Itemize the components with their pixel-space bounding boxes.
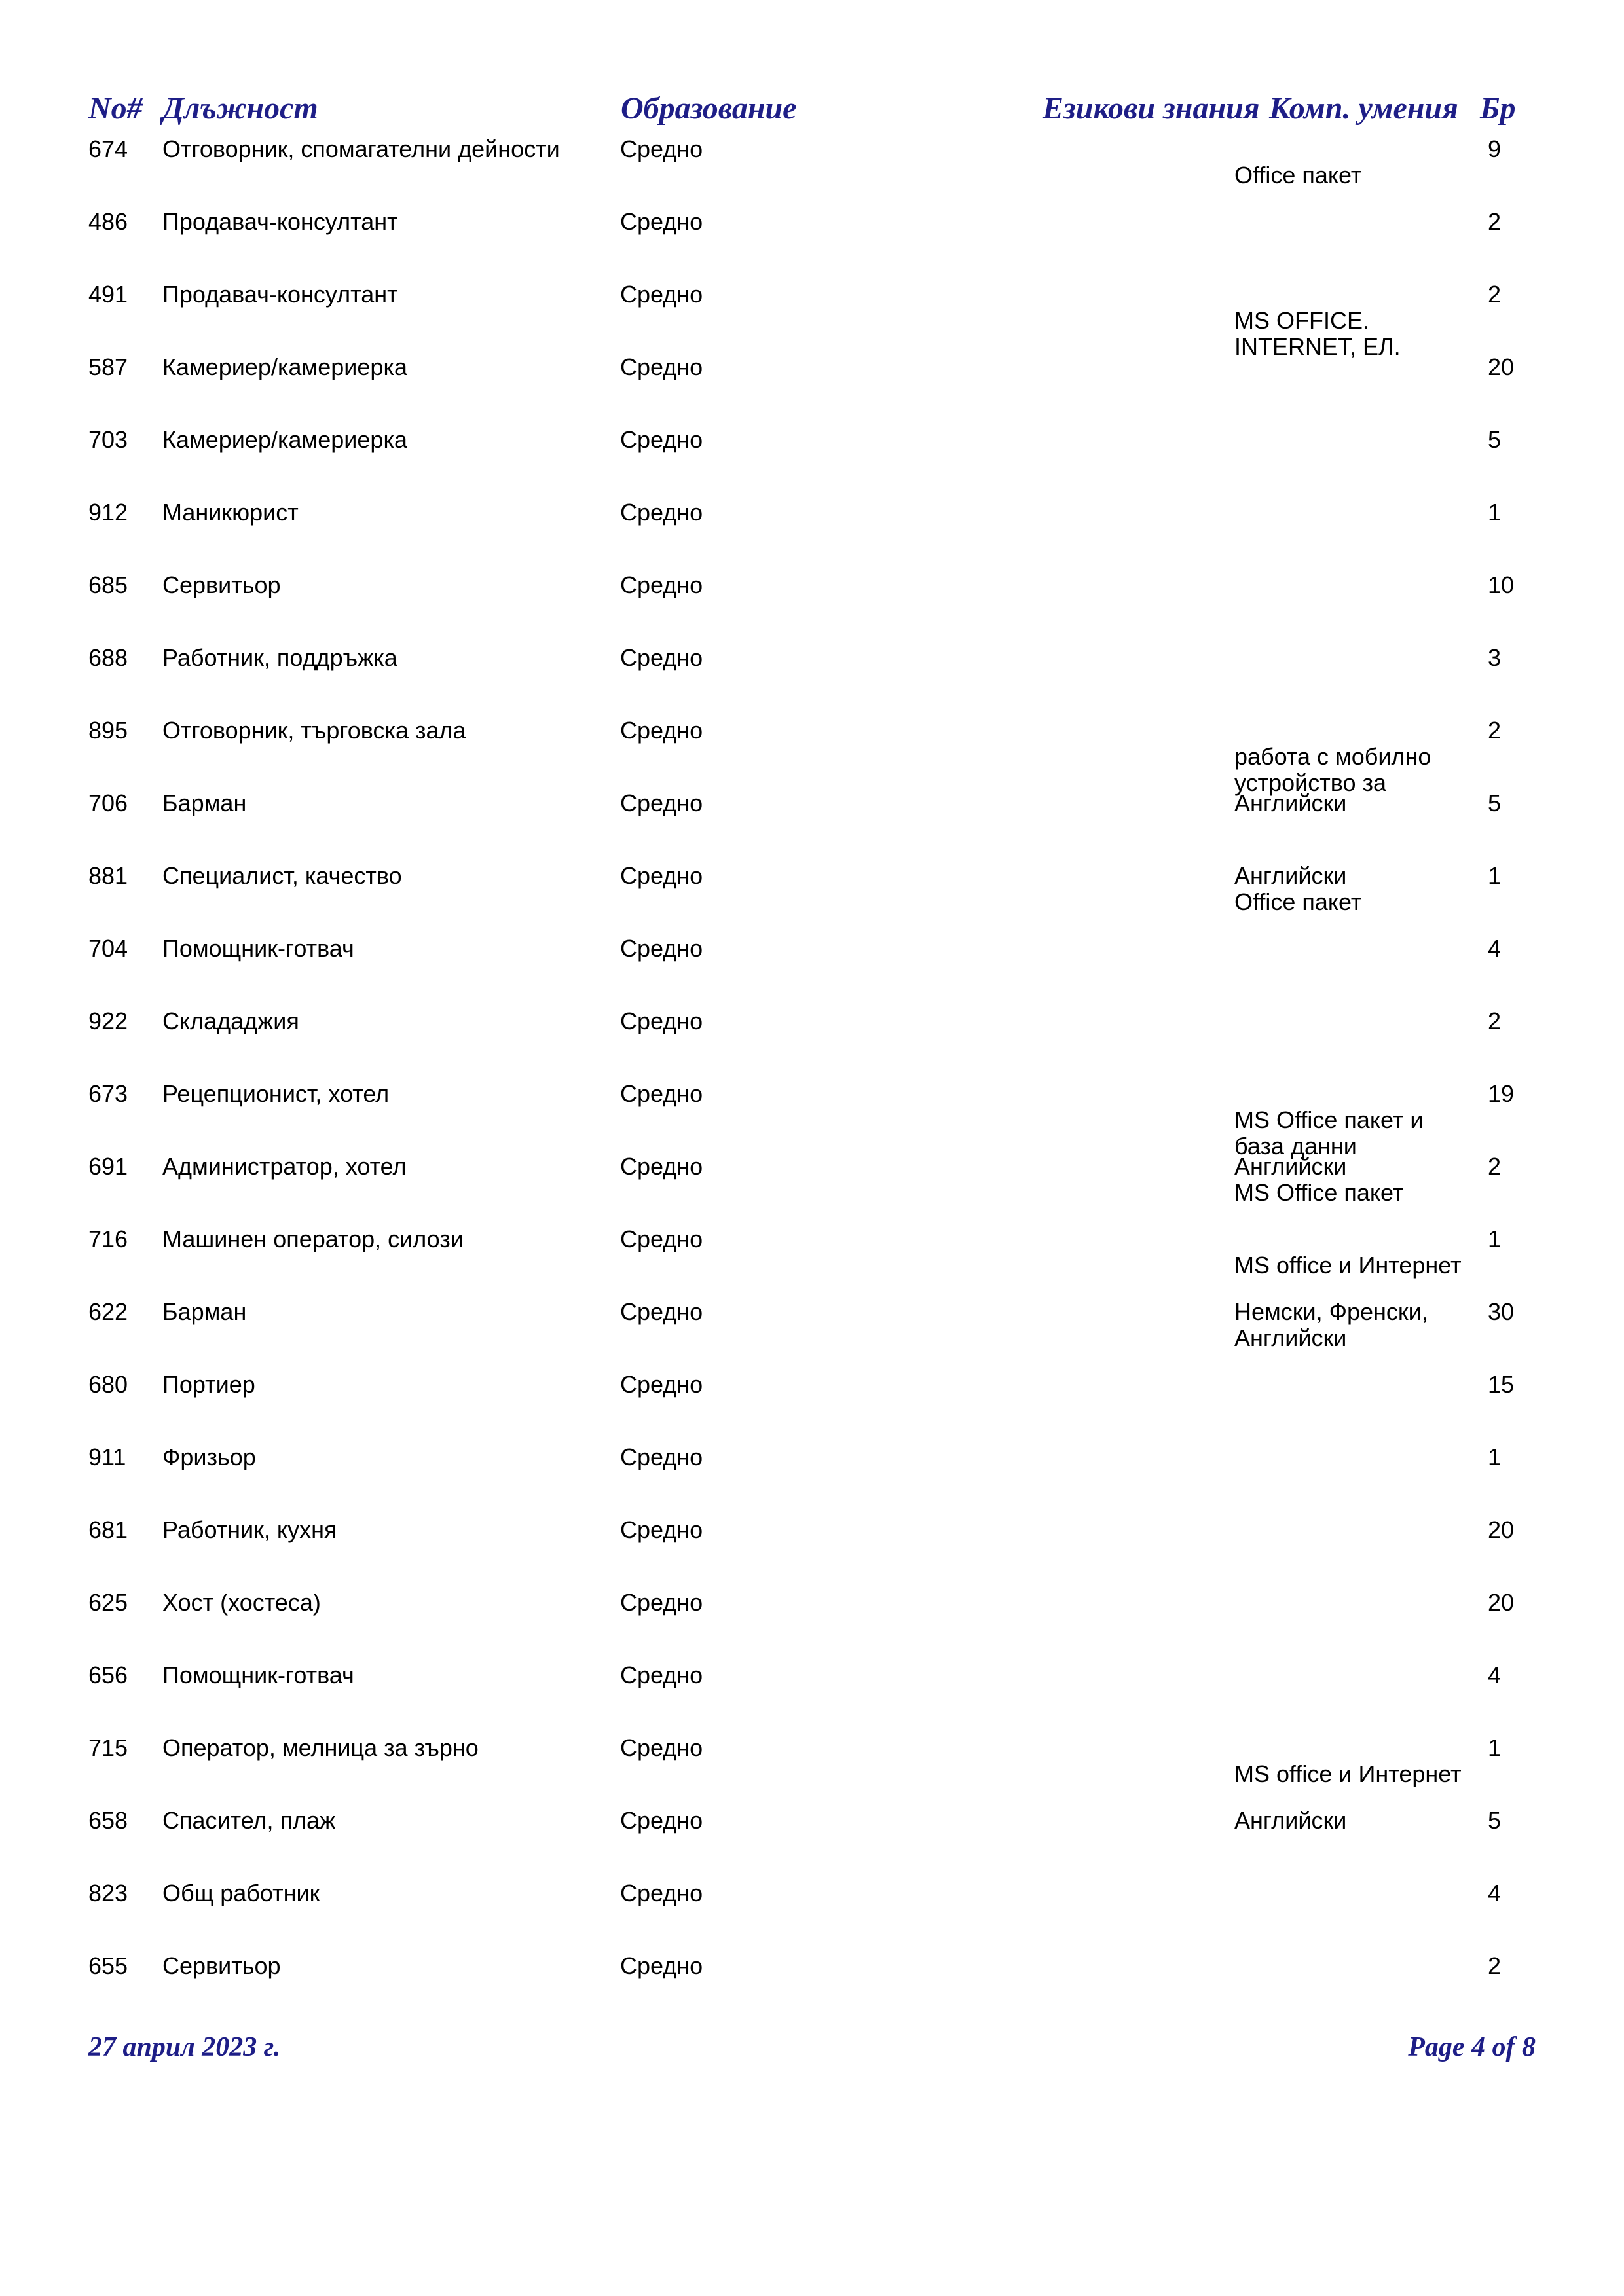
row-job-title: Рецепционист, хотел <box>162 1080 390 1107</box>
column-header-languages: Езикови знания <box>1043 91 1260 126</box>
table-row <box>0 136 1624 209</box>
row-language-line: Английски <box>1234 1807 1347 1834</box>
row-number: 716 <box>88 1226 128 1252</box>
row-education: Средно <box>620 935 703 962</box>
row-job-title: Спасител, плаж <box>162 1807 336 1834</box>
row-job-title: Отговорник, търговска зала <box>162 717 466 744</box>
row-count: 9 <box>1488 136 1502 162</box>
row-job-title: Фризьор <box>162 1444 256 1470</box>
row-number: 680 <box>88 1371 128 1398</box>
row-count: 5 <box>1488 426 1502 453</box>
row-job-title: Работник, кухня <box>162 1516 337 1543</box>
row-education: Средно <box>620 1952 703 1979</box>
row-number: 823 <box>88 1880 128 1906</box>
row-count: 19 <box>1488 1080 1515 1107</box>
row-education: Средно <box>620 499 703 526</box>
row-skills <box>1234 718 1496 796</box>
row-computer-skill-line: Office пакет <box>1234 888 1362 915</box>
table-row <box>0 790 1624 863</box>
row-number: 922 <box>88 1008 128 1034</box>
row-computer-skill-line: устройство за <box>1234 769 1386 796</box>
row-number: 674 <box>88 136 128 162</box>
row-computer-skill-line: Office пакет <box>1234 162 1362 189</box>
row-job-title: Сервитьор <box>162 572 281 598</box>
table-header <box>0 90 1624 130</box>
row-number: 625 <box>88 1589 128 1616</box>
row-language-line: Английски <box>1234 862 1347 889</box>
row-education: Средно <box>620 1807 703 1834</box>
row-job-title: Помощник-готвач <box>162 935 354 962</box>
table-row <box>0 209 1624 282</box>
table-row <box>0 427 1624 500</box>
row-language-line: Английски <box>1234 790 1347 816</box>
row-education: Средно <box>620 1080 703 1107</box>
row-count: 5 <box>1488 790 1502 816</box>
row-count: 1 <box>1488 1734 1502 1761</box>
row-education: Средно <box>620 1516 703 1543</box>
row-education: Средно <box>620 862 703 889</box>
row-count: 30 <box>1488 1298 1515 1325</box>
table-row <box>0 1372 1624 1444</box>
row-education: Средно <box>620 1880 703 1906</box>
row-number: 911 <box>88 1444 126 1470</box>
row-job-title: Помощник-готвач <box>162 1662 354 1688</box>
table-body <box>0 136 1624 2026</box>
row-number: 715 <box>88 1734 128 1761</box>
column-header-number: No# <box>88 91 143 126</box>
row-education: Средно <box>620 644 703 671</box>
row-job-title: Администратор, хотел <box>162 1153 407 1180</box>
row-computer-skill-line: INTERNET, ЕЛ. <box>1234 333 1401 360</box>
row-count: 15 <box>1488 1371 1515 1398</box>
table-row <box>0 1662 1624 1735</box>
row-education: Средно <box>620 1008 703 1034</box>
row-job-title: Портиер <box>162 1371 255 1398</box>
row-number: 895 <box>88 717 128 744</box>
row-skills <box>1234 1226 1496 1279</box>
row-number: 706 <box>88 790 128 816</box>
row-job-title: Оператор, мелница за зърно <box>162 1734 479 1761</box>
row-job-title: Маникюрист <box>162 499 299 526</box>
row-count: 1 <box>1488 862 1502 889</box>
row-number: 688 <box>88 644 128 671</box>
row-number: 681 <box>88 1516 128 1543</box>
row-computer-skill-line: MS office и Интернет <box>1234 1760 1462 1787</box>
row-skills <box>1234 136 1496 189</box>
row-education: Средно <box>620 426 703 453</box>
row-education: Средно <box>620 208 703 235</box>
row-job-title: Барман <box>162 790 247 816</box>
table-row <box>0 281 1624 360</box>
table-row <box>0 1080 1624 1159</box>
table-row <box>0 1444 1624 1517</box>
table-row <box>0 1880 1624 1953</box>
row-computer-skill-line: работа с мобилно <box>1234 743 1431 770</box>
table-row <box>0 645 1624 718</box>
row-number: 691 <box>88 1153 128 1180</box>
row-count: 4 <box>1488 935 1502 962</box>
column-header-education: Образование <box>621 91 797 126</box>
row-number: 703 <box>88 426 128 453</box>
row-number: 658 <box>88 1807 128 1834</box>
row-count: 2 <box>1488 1952 1502 1979</box>
row-education: Средно <box>620 1589 703 1616</box>
row-number: 622 <box>88 1298 128 1325</box>
row-job-title: Сервитьор <box>162 1952 281 1979</box>
row-count: 10 <box>1488 572 1515 598</box>
row-education: Средно <box>620 1444 703 1470</box>
row-job-title: Камериер/камериерка <box>162 426 408 453</box>
row-number: 912 <box>88 499 128 526</box>
row-count: 1 <box>1488 1444 1502 1470</box>
row-computer-skill-line: MS office и Интернет <box>1234 1252 1462 1279</box>
row-count: 1 <box>1488 499 1502 526</box>
row-job-title: Камериер/камериерка <box>162 354 408 380</box>
row-number: 881 <box>88 862 128 889</box>
row-skills <box>1234 863 1496 915</box>
row-computer-skill-line: MS Office пакет <box>1234 1179 1404 1206</box>
row-number: 685 <box>88 572 128 598</box>
table-row <box>0 572 1624 645</box>
row-count: 1 <box>1488 1226 1502 1252</box>
row-skills <box>1234 1735 1496 1787</box>
row-count: 3 <box>1488 644 1502 671</box>
row-skills <box>1234 1081 1496 1159</box>
row-job-title: Работник, поддръжка <box>162 644 397 671</box>
column-header-count: Бр <box>1480 91 1516 126</box>
row-skills <box>1234 790 1496 816</box>
row-skills-spacer <box>1234 1081 1496 1107</box>
row-count: 5 <box>1488 1807 1502 1834</box>
row-education: Средно <box>620 1226 703 1252</box>
row-skills-spacer <box>1234 282 1496 308</box>
row-number: 655 <box>88 1952 128 1979</box>
row-job-title: Машинен оператор, силози <box>162 1226 464 1252</box>
table-row <box>0 1590 1624 1662</box>
row-count: 2 <box>1488 208 1502 235</box>
row-education: Средно <box>620 1662 703 1688</box>
row-education: Средно <box>620 572 703 598</box>
row-education: Средно <box>620 1734 703 1761</box>
row-education: Средно <box>620 354 703 380</box>
row-number: 491 <box>88 281 128 308</box>
row-count: 2 <box>1488 281 1502 308</box>
row-computer-skill-line: MS OFFICE. <box>1234 307 1369 334</box>
row-education: Средно <box>620 136 703 162</box>
table-row <box>0 500 1624 572</box>
row-skills <box>1234 282 1496 360</box>
row-skills-spacer <box>1234 136 1496 162</box>
row-language-line: Немски, Френски, <box>1234 1298 1428 1325</box>
row-education: Средно <box>620 281 703 308</box>
row-skills-spacer <box>1234 1226 1496 1252</box>
row-number: 704 <box>88 935 128 962</box>
row-skills <box>1234 1154 1496 1206</box>
row-language-line: Английски <box>1234 1153 1347 1180</box>
table-row <box>0 1517 1624 1590</box>
row-skills <box>1234 1808 1496 1834</box>
row-count: 20 <box>1488 354 1515 380</box>
table-row <box>0 1226 1624 1299</box>
table-row <box>0 1808 1624 1880</box>
table-row <box>0 1299 1624 1372</box>
row-count: 4 <box>1488 1662 1502 1688</box>
row-language-line: Английски <box>1234 1324 1347 1351</box>
row-count: 4 <box>1488 1880 1502 1906</box>
column-header-job-title: Длъжност <box>162 91 318 126</box>
row-job-title: Общ работник <box>162 1880 320 1906</box>
row-computer-skill-line: база данни <box>1234 1133 1357 1159</box>
row-number: 673 <box>88 1080 128 1107</box>
table-row <box>0 863 1624 936</box>
row-job-title: Склададжия <box>162 1008 299 1034</box>
row-job-title: Продавач-консултант <box>162 281 398 308</box>
table-row <box>0 1953 1624 2026</box>
row-education: Средно <box>620 1298 703 1325</box>
footer-page-number: Page 4 of 8 <box>1408 2032 1536 2062</box>
table-row <box>0 1008 1624 1081</box>
table-row <box>0 354 1624 427</box>
row-computer-skill-line: MS Office пакет и <box>1234 1106 1424 1133</box>
row-count: 2 <box>1488 1153 1502 1180</box>
row-education: Средно <box>620 1153 703 1180</box>
row-job-title: Продавач-консултант <box>162 208 398 235</box>
row-skills-spacer <box>1234 718 1496 744</box>
table-row <box>0 936 1624 1008</box>
row-education: Средно <box>620 790 703 816</box>
row-count: 20 <box>1488 1516 1515 1543</box>
row-count: 2 <box>1488 717 1502 744</box>
row-number: 656 <box>88 1662 128 1688</box>
table-row <box>0 1735 1624 1808</box>
footer-date: 27 април 2023 г. <box>88 2032 281 2062</box>
row-skills <box>1234 1299 1496 1351</box>
row-job-title: Специалист, качество <box>162 862 402 889</box>
row-count: 20 <box>1488 1589 1515 1616</box>
table-row <box>0 717 1624 796</box>
row-skills-spacer <box>1234 1735 1496 1761</box>
row-education: Средно <box>620 717 703 744</box>
row-job-title: Отговорник, спомагателни дейности <box>162 136 560 162</box>
row-education: Средно <box>620 1371 703 1398</box>
row-count: 2 <box>1488 1008 1502 1034</box>
row-job-title: Хост (хостеса) <box>162 1589 321 1616</box>
row-number: 587 <box>88 354 128 380</box>
column-header-computer: Комп. умения <box>1269 91 1458 126</box>
row-job-title: Барман <box>162 1298 247 1325</box>
table-row <box>0 1154 1624 1226</box>
row-number: 486 <box>88 208 128 235</box>
